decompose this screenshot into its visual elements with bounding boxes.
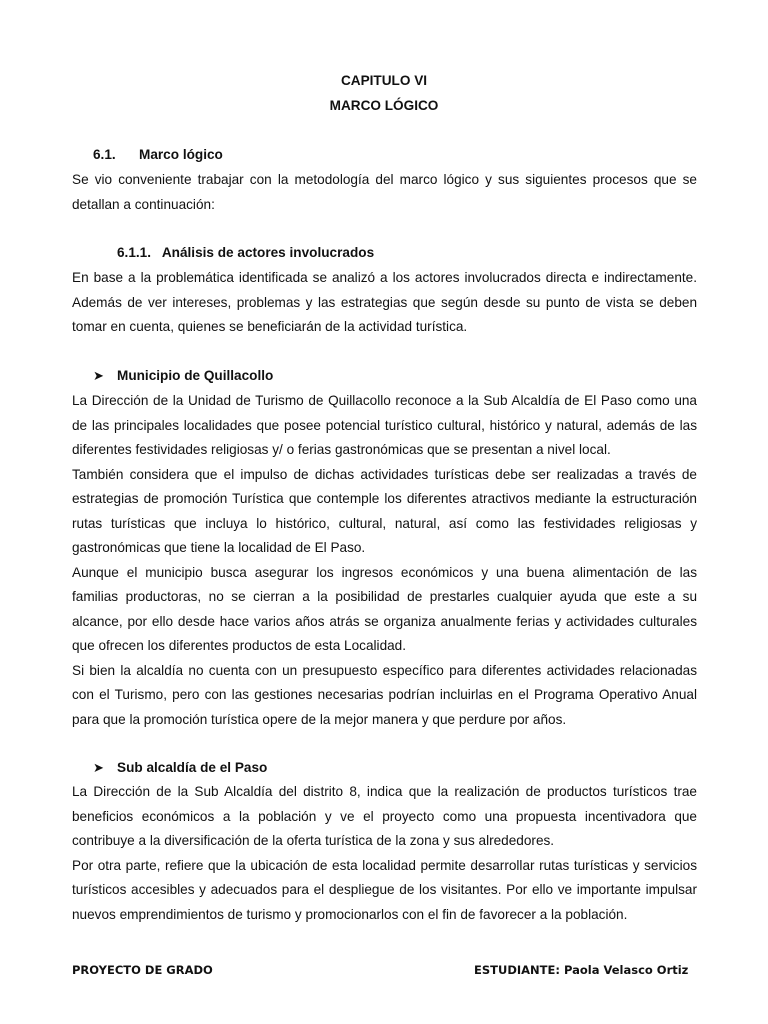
paragraph-line: estrategias de promoción Turística que contemple los diferentes atractivos mediante la estructuración — [72, 491, 697, 506]
paragraph-line: diferentes festividades religiosas y/ o ferias gastronómicas que se presentan a nivel local. — [72, 442, 611, 457]
paragraph-line: para que la promoción turística opere de la mejor manera y que perdure por años. — [72, 711, 567, 727]
paragraph-line: con el Turismo, pero con las gestiones necesarias podrían incluirlas en el Programa Operativo Anual — [72, 687, 697, 702]
paragraph-line: de las principales localidades que posee potencial turístico cultural, histórico y natural, además de las — [72, 417, 697, 433]
paragraph-line: La Dirección de la Unidad de Turismo de Quillacollo reconoce a la Sub Alcaldía de El Paso como una — [72, 393, 697, 408]
section-title: Marco lógico — [139, 147, 223, 162]
footer-project: PROYECTO DE GRADO — [72, 963, 213, 977]
bullet-municipio — [93, 368, 273, 384]
paragraph-line: Por otra parte, refiere que la ubicación de esta localidad permite desarrollar rutas turísticas y servicios — [72, 857, 697, 873]
paragraph-line: nuevos emprendimientos de turismo y promocionarlos con el fin de favorecer a la población. — [72, 906, 628, 922]
footer-student: ESTUDIANTE: Paola Velasco Ortiz — [474, 963, 689, 977]
bullet-title: Sub alcaldía de el Paso — [117, 760, 268, 775]
actores-paragraph — [72, 266, 697, 340]
intro-paragraph — [72, 168, 697, 217]
paragraph-line: alcance, por ello desde hace varios años atrás se organiza anualmente ferias y actividades culturales — [72, 613, 697, 629]
municipio-paragraph — [72, 389, 697, 732]
paragraph-line: Si bien la alcaldía no cuenta con un presupuesto específico para diferentes actividades relacionadas — [72, 662, 697, 678]
arrow-bullet-icon: ➤ — [93, 368, 104, 383]
subsection-title: 6.1.1. Análisis de actores involucrados — [117, 245, 375, 260]
chapter-title: CAPITULO VI — [340, 73, 428, 88]
paragraph-line: contribuye a la diversificación de la oferta turística de la zona y sus alrededores. — [72, 833, 555, 848]
paragraph-line: La Dirección de la Sub Alcaldía del distrito 8, indica que la realización de productos turísticos trae — [72, 784, 697, 799]
section-number: 6.1. — [93, 147, 116, 162]
paragraph-line: familias productoras, no se cierran a la posibilidad de prestarles cualquier ayuda que este a su — [72, 589, 697, 604]
paragraph-line: Se vio conveniente trabajar con la metodología del marco lógico y sus siguientes procesos que se — [72, 172, 697, 187]
paragraph-line: También considera que el impulso de dichas actividades turísticas debe ser realizadas a través de — [72, 466, 697, 482]
paragraph-line: rutas turísticas que incluya lo histórico, cultural, natural, así como las festividades religiosas y — [72, 515, 697, 531]
bullet-title: Municipio de Quillacollo — [117, 368, 274, 383]
paragraph-line: turísticos accesibles y adecuados para el despliegue de los visitantes. Por ello ve importante impulsar — [72, 882, 697, 897]
paragraph-line: tomar en cuenta, quienes se beneficiarán de la actividad turística. — [72, 319, 468, 334]
paragraph-line: gastronómicas que tiene la localidad de El Paso. — [72, 540, 366, 555]
paragraph-line: En base a la problemática identificada se analizó a los actores involucrados directa e indirectamente. — [72, 270, 697, 285]
subalcaldia-paragraph — [72, 780, 697, 927]
bullet-subalcaldia — [93, 760, 267, 776]
paragraph-line: beneficios económicos a la población y ve el proyecto como una propuesta incentivadora que — [72, 808, 697, 824]
paragraph-line: que ofrecen los diferentes productos de esta Localidad. — [72, 638, 407, 653]
paragraph-line: Aunque el municipio busca asegurar los ingresos económicos y una buena alimentación de las — [72, 564, 697, 580]
paragraph-line: detallan a continuación: — [72, 196, 215, 212]
paragraph-line: Además de ver intereses, problemas y las estrategias que según desde su punto de vista se deben — [72, 294, 697, 310]
arrow-bullet-icon: ➤ — [93, 760, 104, 775]
chapter-subtitle: MARCO LÓGICO — [329, 98, 439, 113]
